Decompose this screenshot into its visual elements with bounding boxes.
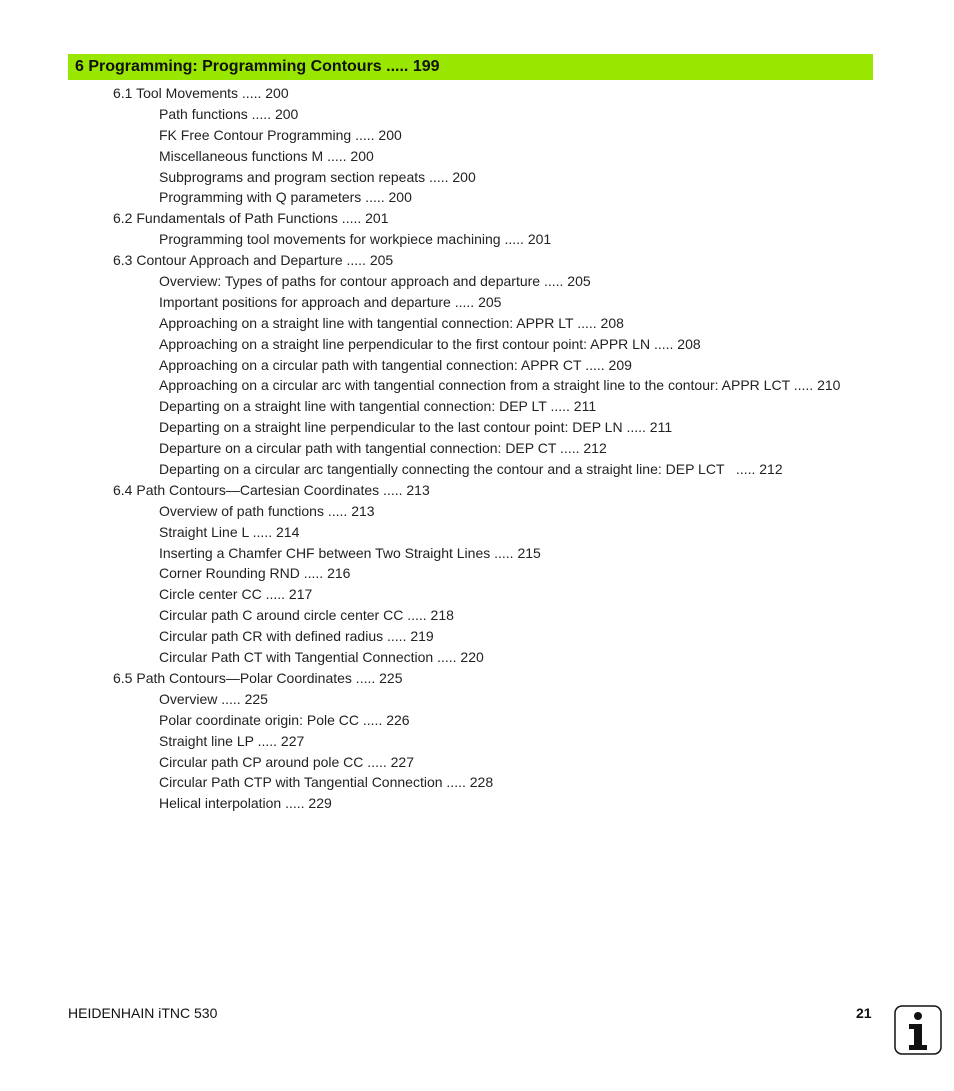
toc-subsection-entry[interactable]: Circular path CR with defined radius ..... 219 [159,628,434,645]
toc-subsection-entry[interactable]: Overview: Types of paths for contour approach and departure ..... 205 [159,273,591,290]
toc-subsection-entry[interactable]: Overview of path functions ..... 213 [159,502,375,519]
toc-section-entry[interactable]: 6.3 Contour Approach and Departure ..... 205 [113,252,394,269]
toc-subsection-entry[interactable]: Circular Path CT with Tangential Connection ..... 220 [159,649,484,666]
table-of-contents [0,83,954,814]
toc-section-entry[interactable]: 6.2 Fundamentals of Path Functions ..... 201 [113,210,389,227]
toc-subsection-entry[interactable]: Subprograms and program section repeats ..... 200 [159,168,476,185]
toc-section-entry[interactable]: 6.4 Path Contours—Cartesian Coordinates ..... 213 [113,481,430,498]
info-icon [894,1005,942,1055]
toc-subsection-entry[interactable]: Miscellaneous functions M ..... 200 [159,147,374,164]
toc-subsection-entry[interactable]: Overview ..... 225 [159,690,268,707]
toc-subsection-entry[interactable]: FK Free Contour Programming ..... 200 [159,126,402,143]
toc-subsection-entry[interactable]: Approaching on a circular path with tangential connection: APPR CT ..... 209 [159,356,632,373]
toc-subsection-entry[interactable]: Circular path C around circle center CC ..... 218 [159,607,454,624]
toc-subsection-entry[interactable]: Inserting a Chamfer CHF between Two Straight Lines ..... 215 [159,544,541,561]
toc-section-entry[interactable]: 6.5 Path Contours—Polar Coordinates ..... 225 [113,669,403,686]
footer-product-name: HEIDENHAIN iTNC 530 [68,1005,218,1021]
chapter-title[interactable]: 6 Programming: Programming Contours ..... 199 [75,58,440,75]
toc-subsection-entry[interactable]: Departing on a circular arc tangentially connecting the contour and a straight line: DEP LCT ..... 212 [159,461,783,478]
toc-subsection-entry[interactable]: Approaching on a straight line perpendicular to the first contour point: APPR LN ..... 208 [159,335,701,352]
toc-subsection-entry[interactable]: Circle center CC ..... 217 [159,586,313,603]
toc-subsection-entry[interactable]: Straight Line L ..... 214 [159,523,300,540]
toc-subsection-entry[interactable]: Departing on a straight line perpendicular to the last contour point: DEP LN ..... 211 [159,419,673,436]
toc-subsection-entry[interactable]: Departing on a straight line with tangential connection: DEP LT ..... 211 [159,398,597,415]
toc-subsection-entry[interactable]: Path functions ..... 200 [159,105,299,122]
toc-subsection-entry[interactable]: Circular path CP around pole CC ..... 227 [159,753,414,770]
toc-subsection-entry[interactable]: Corner Rounding RND ..... 216 [159,565,351,582]
toc-subsection-entry[interactable]: Programming with Q parameters ..... 200 [159,189,412,206]
page-number: 21 [856,1005,872,1021]
toc-subsection-entry[interactable]: Approaching on a straight line with tangential connection: APPR LT ..... 208 [159,314,624,331]
toc-section-entry[interactable]: 6.1 Tool Movements ..... 200 [113,85,289,101]
toc-subsection-entry[interactable]: Straight line LP ..... 227 [159,732,305,749]
toc-subsection-entry[interactable]: Departure on a circular path with tangential connection: DEP CT ..... 212 [159,440,607,457]
toc-subsection-entry[interactable]: Important positions for approach and departure ..... 205 [159,293,502,310]
toc-subsection-entry[interactable]: Circular Path CTP with Tangential Connection ..... 228 [159,774,494,791]
toc-subsection-entry[interactable]: Polar coordinate origin: Pole CC ..... 226 [159,711,410,728]
toc-subsection-entry[interactable]: Helical interpolation ..... 229 [159,795,332,812]
chapter-heading-bar [68,54,873,80]
toc-subsection-entry[interactable]: Approaching on a circular arc with tangential connection from a straight line to the contour: APPR LCT ..... 210 [159,377,841,394]
toc-subsection-entry[interactable]: Programming tool movements for workpiece machining ..... 201 [159,231,552,248]
